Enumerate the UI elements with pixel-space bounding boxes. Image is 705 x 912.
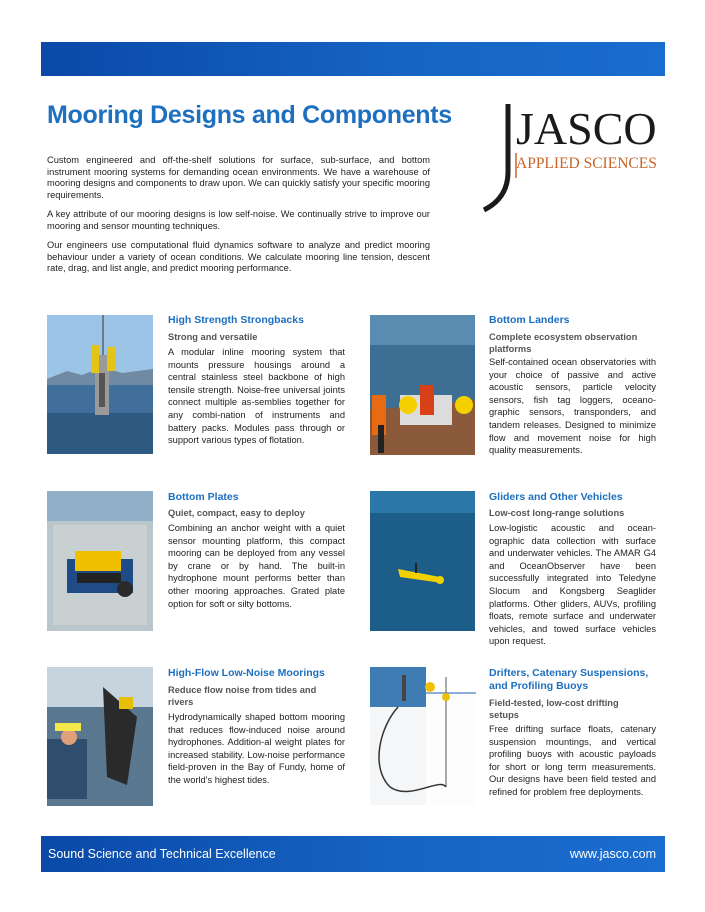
card-subtitle: Field-tested, low-cost drifting setups <box>489 698 619 720</box>
card-subtitle: Quiet, compact, easy to deploy <box>168 508 305 518</box>
card-body: Low-logistic acoustic and ocean-ographic data collection with surface and underwater vehicles. The AMAR G4 and OceanObserver have been successfully integrated into Teledyne Slocum and Kongsberg Seaglider platforms. Other gliders, AUVs, profiling floats, remote surface and underwater vehicles, and towed surface vehicles upon request. <box>489 523 656 647</box>
jasco-logo <box>480 98 666 213</box>
intro-paragraph-3: Our engineers use computational fluid dynamics software to analyze and predict mooring behaviour under a variety of ocean conditions. We calculate mooring line tension, descent rate, drag, and list angle, and predict mooring performance. <box>47 240 430 273</box>
high-flow-mooring-photo <box>47 667 153 806</box>
strongback-photo <box>47 315 153 454</box>
card-subtitle: Low-cost long-range solutions <box>489 508 625 518</box>
card-title: High-Flow Low-Noise Moorings <box>168 667 325 679</box>
card-body: A modular inline mooring system that mounts pressure housings around a central stainless steel backbone of high tensile strength. Noise-free universal joints connect multiple as-semblies together for any combi-nation of instruments and battery packs. Modules pass through or support various types of flotation. <box>168 347 345 446</box>
card-title: Gliders and Other Vehicles <box>489 491 623 503</box>
card-subtitle: Strong and versatile <box>168 332 258 342</box>
card-body: Free drifting surface floats, catenary suspension mountings, and vertical profiling buoys with acoustic payloads for short or long term measurements. Our designs have been field tested and refined for problem free deployments. <box>489 724 656 797</box>
card-title: Bottom Plates <box>168 491 239 503</box>
card-subtitle: Reduce flow noise from tides and rivers <box>168 685 317 707</box>
card-body: Combining an anchor weight with a quiet sensor mounting platform, this compact mooring can be deployed from any vessel by crane or by hand. The built-in hydrophone mount performs better than other mooring approaches. Grated plate option for soft or silty bottoms. <box>168 523 345 609</box>
bottom-lander-photo <box>370 315 475 455</box>
logo-tagline: APPLIED SCIENCES <box>516 155 657 172</box>
drifter-diagram <box>370 667 476 805</box>
logo-name: JASCO <box>516 103 657 154</box>
card-title: High Strength Strongbacks <box>168 314 304 326</box>
intro-paragraph-2: A key attribute of our mooring designs is low self-noise. We continually strive to improve our mooring and sensor mounting techniques. <box>47 209 430 231</box>
card-body: Hydrodynamically shaped bottom mooring that reduces flow-induced noise around hydrophones. Addition-al weight plates for increased stability. Low-noise performance field-proven in the Bay of Fundy, home of the world's highest tides. <box>168 712 345 785</box>
page-title: Mooring Designs and Components <box>47 101 452 129</box>
footer-url[interactable]: www.jasco.com <box>569 847 656 861</box>
bottom-plate-photo <box>47 491 153 631</box>
footer-bar <box>41 836 665 872</box>
intro-paragraph-1: Custom engineered and off-the-shelf solutions for surface, sub-surface, and bottom instrument mooring systems for demanding ocean environments. We have a warehouse of mooring designs and components to draw upon. We can quickly satisfy your specific mooring requirements. <box>47 155 430 200</box>
footer-tagline: Sound Science and Technical Excellence <box>48 847 276 861</box>
card-title: Bottom Landers <box>489 314 570 326</box>
card-body: Self-contained ocean observatories with your choice of passive and active acoustic sensors, particle velocity sensors, fish tag loggers, oceano-graphic sensors, transponders, and tandem releases. Designed to minimize flow and movement noise for high quality measurements. <box>489 357 656 456</box>
header-bar <box>41 42 665 76</box>
glider-photo <box>370 491 475 631</box>
card-subtitle: Complete ecosystem observation platforms <box>489 332 638 354</box>
card-title: Drifters, Catenary Suspensions, and Profiling Buoys <box>489 667 649 692</box>
